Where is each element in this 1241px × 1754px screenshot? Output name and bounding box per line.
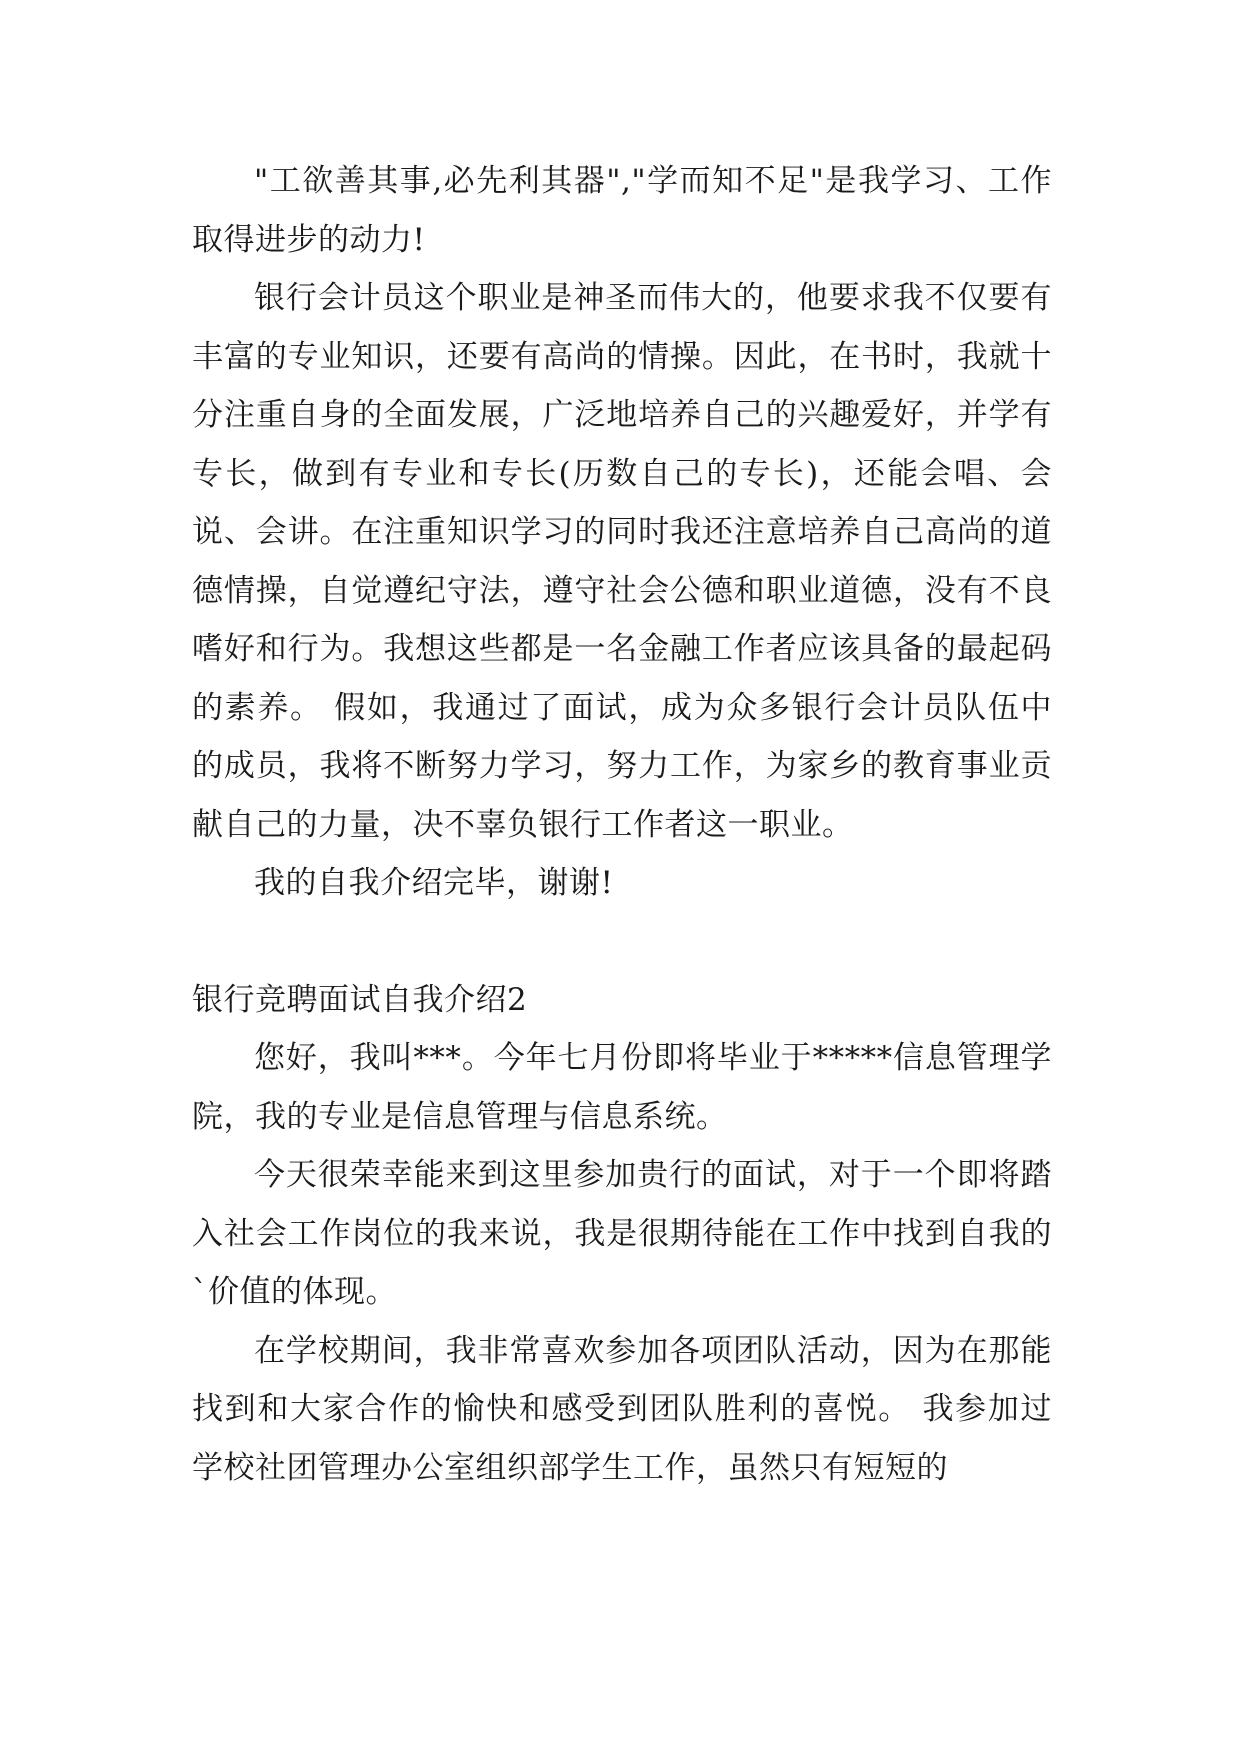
document-body [192, 152, 1052, 1497]
paragraph-accountant-career: 银行会计员这个职业是神圣而伟大的，他要求我不仅要有丰富的专业知识，还要有高尚的情操。因此，在书时，我就十分注重自身的全面发展，广泛地培养自己的兴趣爱好，并学有专长，做到有专业和专长(历数自己的专长)，还能会唱、会说、会讲。在注重知识学习的同时我还注意培养自己高尚的道德情操，自觉遵纪守法，遵守社会公德和职业道德，没有不良嗜好和行为。我想这些都是一名金融工作者应该具备的最起码的素养。 假如，我通过了面试，成为众多银行会计员队伍中的成员，我将不断努力学习，努力工作，为家乡的教育事业贡献自己的力量，决不辜负银行工作者这一职业。 [192, 280, 1052, 843]
paragraph-greeting: 您好，我叫***。今年七月份即将毕业于*****信息管理学院，我的专业是信息管理与信息系统。 [192, 1040, 1052, 1135]
section-heading: 银行竞聘面试自我介绍2 [192, 981, 528, 1018]
paragraph-closing: 我的自我介绍完毕，谢谢! [254, 865, 614, 901]
paragraph-motto: "工欲善其事,必先利其器","学而知不足"是我学习、工作取得进步的动力! [192, 163, 1052, 258]
paragraph-school-activities: 在学校期间，我非常喜欢参加各项团队活动，因为在那能找到和大家合作的愉快和感受到团队胜利的喜悦。 我参加过学校社团管理办公室组织部学生工作，虽然只有短短的 [192, 1332, 1052, 1486]
paragraph-interview-honor: 今天很荣幸能来到这里参加贵行的面试，对于一个即将踏入社会工作岗位的我来说，我是很期待能在工作中找到自我的`价值的体现。 [192, 1157, 1052, 1310]
